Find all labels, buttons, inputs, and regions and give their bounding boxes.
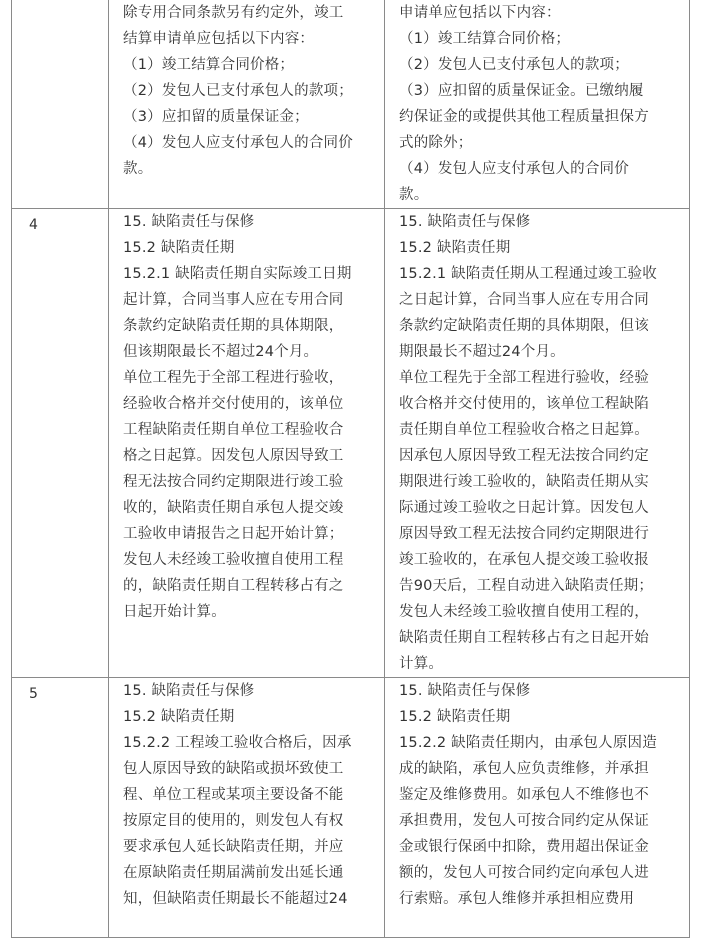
clause-text-line: 责任期自单位工程验收合格之日起算。 [399,422,649,438]
clause-text-line: 15. 缺陷责任与保修 [123,683,255,699]
clause-text-line: 15. 缺陷责任与保修 [399,683,531,699]
clause-text-line: 15. 缺陷责任与保修 [399,214,531,230]
old-clause-cell [109,0,385,209]
clause-text-line: 包人原因导致的缺陷或损坏致使工 [123,761,344,777]
clause-text-line: 起计算，合同当事人应在专用合同 [123,292,344,308]
clause-text-line: 条款约定缺陷责任期的具体期限，但该 [399,318,649,334]
new-clause-cell [385,209,690,678]
clause-text-line: 15.2 缺陷责任期 [399,709,511,725]
row-number: 4 [29,217,38,233]
clause-text-line: 发包人未经竣工验收擅自使用工程 [123,552,344,568]
table-body [12,0,690,938]
clause-text-line: 工程缺陷责任期自单位工程验收合 [123,422,344,438]
clause-text-line: 际通过竣工验收之日起计算。因发包人 [399,500,649,516]
clause-text-line: （3）应扣留的质量保证金。已缴纳履 [399,83,644,99]
clause-text-line: 条款约定缺陷责任期的具体期限， [123,318,344,334]
clause-text-line: 金或银行保函中扣除，费用超出保证金 [399,839,649,855]
table-row [12,0,690,209]
clause-text-line: 式的除外； [399,135,473,151]
clause-text-line: 知，但缺陷责任期最长不能超过24 [123,891,348,907]
table-row [12,678,690,938]
clause-text-line: 期限最长不超过24个月。 [399,344,565,360]
clause-text-line: 缺陷责任期自工程转移占有之日起开始 [399,630,649,646]
new-clause-cell [385,0,690,209]
clause-text-line: （4）发包人应支付承包人的合同价 [399,161,629,177]
clause-text-line: 15.2.1 缺陷责任期从工程通过竣工验收 [399,266,657,282]
clause-text-line: 15.2.2 工程竣工验收合格后，因承 [123,735,352,751]
clause-text-line: 15.2.1 缺陷责任期自实际竣工日期 [123,266,352,282]
clause-text-line: 程无法按合同约定期限进行竣工验 [123,474,344,490]
clause-text-line: （2）发包人已支付承包人的款项； [123,83,353,99]
clause-text-line: 15. 缺陷责任与保修 [123,214,255,230]
row-number-cell [12,209,109,678]
clause-text-line: 款。 [399,187,429,203]
clause-text-line: 告90天后，工程自动进入缺陷责任期； [399,578,654,594]
clause-text-line: 15.2 缺陷责任期 [399,240,511,256]
clause-text-line: （3）应扣留的质量保证金； [123,109,309,125]
clause-text-line: 申请单应包括以下内容： [399,5,561,21]
clause-text-line: 日起开始计算。 [123,604,226,620]
row-number-cell [12,0,109,209]
clause-text-line: 的，缺陷责任期自工程转移占有之 [123,578,344,594]
clause-text-line: 单位工程先于全部工程进行验收，经验 [399,370,649,386]
clause-text-line: 期限进行竣工验收的，缺陷责任期从实 [399,474,649,490]
clause-text-line: （1）竣工结算合同价格； [399,31,571,47]
clause-text-line: 约保证金的或提供其他工程质量担保方 [399,109,649,125]
clause-text-line: （4）发包人应支付承包人的合同价 [123,135,353,151]
clause-text-line: 15.2.2 缺陷责任期内，由承包人原因造 [399,735,657,751]
clause-text-line: 竣工验收的，在承包人提交竣工验收报 [399,552,649,568]
clause-text-line: 成的缺陷，承包人应负责维修，并承担 [399,761,649,777]
new-clause-cell [385,678,690,938]
clause-text-line: 结算申请单应包括以下内容： [123,31,315,47]
clause-text-line: 按原定目的使用的，则发包人有权 [123,813,344,829]
clause-text-line: 因承包人原因导致工程无法按合同约定 [399,448,649,464]
clause-text-line: 要求承包人延长缺陷责任期，并应 [123,839,344,855]
clause-text-line: 除专用合同条款另有约定外，竣工 [123,5,344,21]
clause-text-line: 款。 [123,161,153,177]
clause-text-line: 收合格并交付使用的，该单位工程缺陷 [399,396,649,412]
clause-text-line: 15.2 缺陷责任期 [123,240,235,256]
clause-text-line: 单位工程先于全部工程进行验收， [123,370,344,386]
table-row [12,209,690,678]
clause-text-line: 经验收合格并交付使用的，该单位 [123,396,344,412]
clause-text-line: （1）竣工结算合同价格； [123,57,295,73]
row-number-cell [12,678,109,938]
clause-text-line: 发包人未经竣工验收擅自使用工程的， [399,604,649,620]
clause-text-line: 计算。 [399,656,444,672]
clause-text-line: 格之日起算。因发包人原因导致工 [123,448,344,464]
clause-text-line: 行索赔。承包人维修并承担相应费用 [399,891,635,907]
comparison-table [11,0,690,938]
row-number: 5 [29,686,38,702]
clause-text-line: 原因导致工程无法按合同约定期限进行 [399,526,649,542]
clause-text-line: 承担费用，发包人可按合同约定从保证 [399,813,649,829]
clause-text-line: 程、单位工程或某项主要设备不能 [123,787,344,803]
clause-text-line: （2）发包人已支付承包人的款项； [399,57,629,73]
clause-text-line: 收的，缺陷责任期自承包人提交竣 [123,500,344,516]
clause-text-line: 但该期限最长不超过24个月。 [123,344,319,360]
clause-text-line: 15.2 缺陷责任期 [123,709,235,725]
clause-text-line: 额的，发包人可按合同约定向承包人进 [399,865,649,881]
clause-text-line: 在原缺陷责任期届满前发出延长通 [123,865,344,881]
old-clause-cell [109,678,385,938]
old-clause-cell [109,209,385,678]
clause-text-line: 工验收申请报告之日起开始计算； [123,526,344,542]
clause-text-line: 鉴定及维修费用。如承包人不维修也不 [399,787,649,803]
clause-text-line: 之日起计算，合同当事人应在专用合同 [399,292,649,308]
